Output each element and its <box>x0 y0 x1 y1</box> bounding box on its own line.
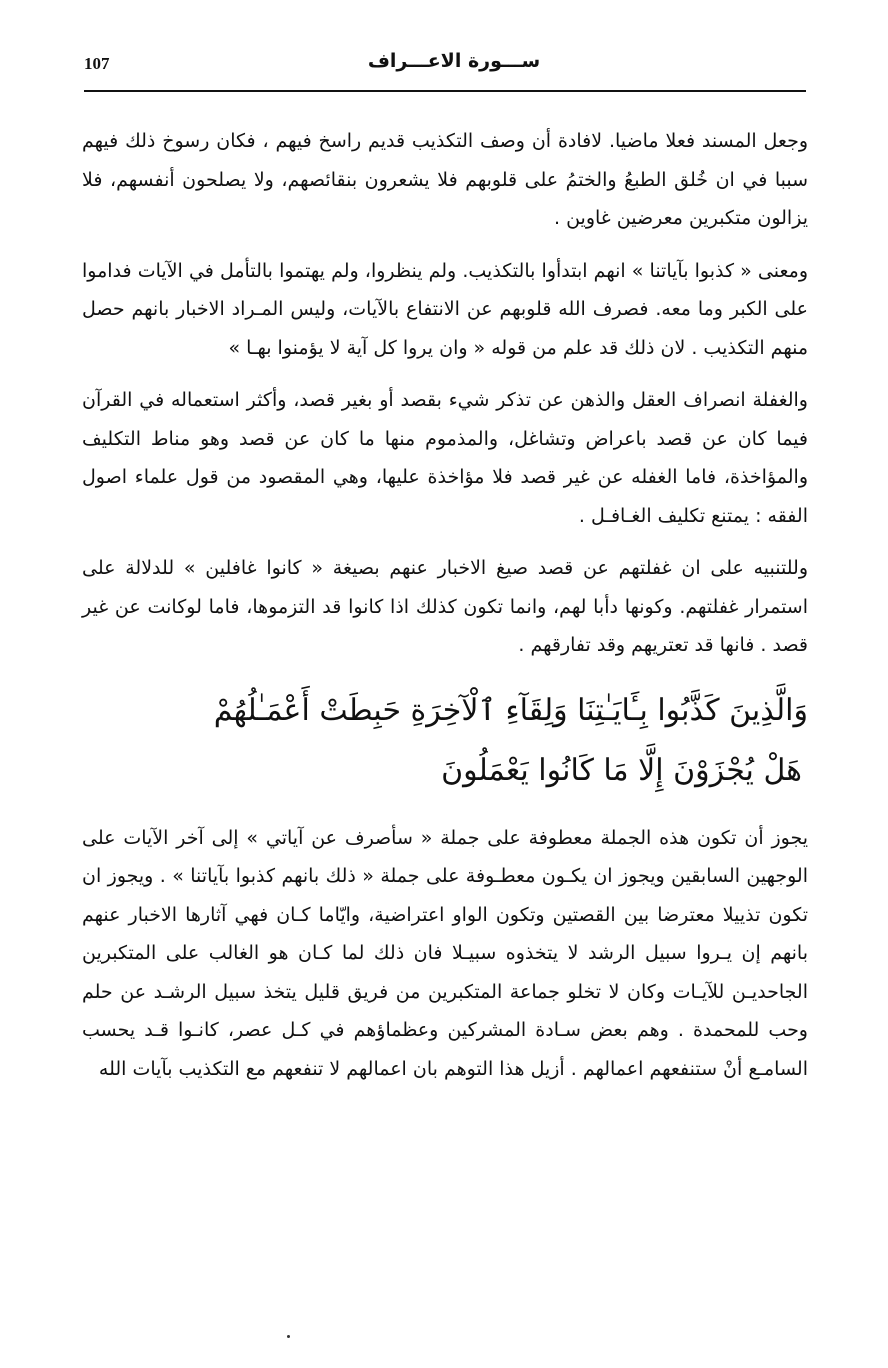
page-header <box>84 48 804 84</box>
page-number: 107 <box>84 54 110 73</box>
paragraph-1: وجعل المسند فعلا ماضيا. لافادة أن وصف التكذيب قديم راسخ فيهم ، فكان رسوخ ذلك فيهم سببا في ان خُلق الطبعُ والختمُ على قلوبهم فلا يشعرون بنقائصهم، ولا يصلحون أنفسهم، فلا يزالون متكبرين معرضين غاوين . <box>82 130 808 229</box>
page-body <box>82 122 808 1104</box>
verse-line-2: هَلْ يُجْزَوْنَ إِلَّا مَا كَانُوا يَعْمَلُونَ <box>441 752 802 788</box>
quran-verse <box>82 681 808 801</box>
verse-line-1: وَالَّذِينَ كَذَّبُوا بِـَٔايَـٰتِنَا وَلِقَآءِ ٱلْآخِرَةِ حَبِطَتْ أَعْمَـٰلُهُمْ <box>213 692 808 728</box>
commentary-paragraph: يجوز أن تكون هذه الجملة معطوفة على جملة « سأصرف عن آياتي » إلى آخر الآيات على الوجهين السابقين ويجوز ان يكـون معطـوفة على جملة « ذلك بانهم كذبوا بآياتنا » . ويجوز ان تكون تذييلا معترضا بين القصتين وتكون الواو اعتراضية، وايّاما كـان فهي آثارها الاخبار عنهم بانهم إن يـروا سبيل الرشد لا يتخذوه سبيـلا فان ذلك لما كـان هو الغالب على المتكبرين الجاحديـن للآيـات وكان لا تخلو جماعة المتكبرين من فريق قليل يتخذ سبيل الرشـد عن حلم وحب للمحمدة . وهم بعض سـادة المشركين وعظماؤهم في كـل عصر، كانـوا قـد يحسب السامـع أنْ ستنفعهم اعمالهم . أزيل هذا التوهم بان اعمالهم لا تنفعهم مع التكذيب بآيات الله <box>82 826 808 1080</box>
surah-title: ســـورة الاعـــراف <box>367 50 541 72</box>
footer-dot <box>287 1335 290 1338</box>
header-divider <box>84 90 806 92</box>
paragraph-4: وللتنبيه على ان غفلتهم عن قصد صيغ الاخبار عنهم بصيغة « كانوا غافلين » للدلالة على استمرار غفلتهم. وكونها دأبا لهم، وانما تكون كذلك اذا كانوا قد التزموها، فاما لوكانت عن غير قصد . فانها قد تعتريهم وقد تفارقهم . <box>82 557 808 656</box>
paragraph-3: والغفلة انصراف العقل والذهن عن تذكر شيء بقصد أو بغير قصد، وأكثر استعماله في القرآن فيما كان عن قصد باعراض وتشاغل، والمذموم منها ما كان عن قصد وهو مناط التكليف والمؤاخذة، فاما الغفله عن غير قصد فلا مؤاخذة عليها، وهي المقصود من قول علماء اصول الفقه : يمتنع تكليف الغـافـل . <box>82 389 808 527</box>
paragraph-2: ومعنى « كذبوا بآياتنا » انهم ابتدأوا بالتكذيب. ولم ينظروا، ولم يهتموا بالتأمل في الآيات فداموا على الكبر وما معه. فصرف الله قلوبهم عن الانتفاع بالآيات، وليس المـراد الاخبار بانهم حصل منهم التكذيب . لان ذلك قد علم من قوله « وان يروا كل آية لا يؤمنوا بهـا » <box>82 259 808 359</box>
